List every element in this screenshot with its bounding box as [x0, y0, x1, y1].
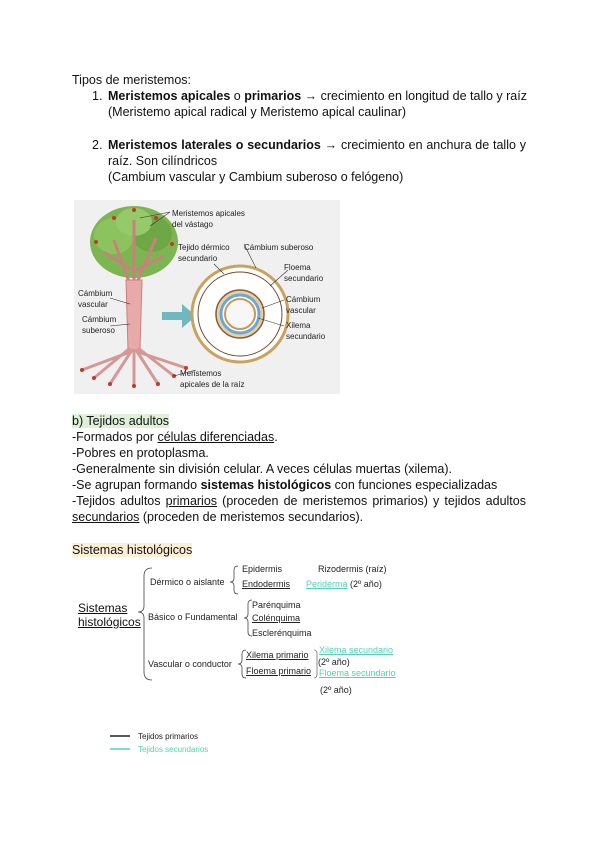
label-cambium-vascular: Cámbium vascular	[78, 289, 113, 309]
adultos-line-3: -Generalmente sin división celular. A veces células muertas (xilema).	[72, 462, 453, 476]
sistemas-root-2: histológicos	[78, 615, 141, 629]
branch-dermico: Dérmico o aislante	[150, 577, 225, 587]
label-floema-secundario: Floema secundario	[284, 263, 324, 283]
leaf-periderma: Periderma (2º año)	[306, 579, 382, 589]
leaf-esclerenquima: Esclerénquima	[252, 628, 312, 638]
note-xilema-year: (2º año)	[318, 657, 350, 667]
adultos-heading: b) Tejidos adultos	[72, 414, 170, 428]
list-item-1: Meristemos apicales o primarios → crecimiento en longitud de tallo y raíz	[108, 89, 527, 103]
legend-primary-label: Tejidos primarios	[138, 732, 199, 741]
adultos-line-5: -Tejidos adultos primarios (proceden de meristemos primarios) y tejidos adultos	[72, 494, 526, 508]
leaf-parenquima: Parénquima	[252, 600, 301, 610]
note-floema-year: (2º año)	[320, 685, 352, 695]
label-apicales-raiz: Meristemos apicales de la raíz	[180, 369, 245, 389]
leaf-epidermis: Epidermis	[242, 564, 283, 574]
meristem-figure	[74, 200, 340, 394]
leaf-floema-primario: Floema primario	[246, 666, 312, 676]
list-item-2: Meristemos laterales o secundarios → crecimiento en anchura de tallo y	[108, 138, 526, 152]
legend-secondary-label: Tejidos secundarios	[138, 745, 209, 754]
branch-vascular: Vascular o conductor	[148, 659, 232, 669]
label-cambium-vascular-right: Cámbium vascular	[286, 295, 321, 315]
list-number-2: 2.	[92, 138, 103, 152]
leaf-floema-secundario: Floema secundario	[319, 668, 396, 678]
adultos-line-2: -Pobres en protoplasma.	[72, 446, 209, 460]
meristemos-heading: Tipos de meristemos:	[72, 73, 192, 87]
list-item-2-line2: raíz. Son cilíndricos	[108, 154, 218, 168]
leaf-endodermis: Endodermis	[242, 579, 291, 589]
branch-basico: Básico o Fundamental	[148, 612, 238, 622]
adultos-line-1: -Formados por células diferenciadas.	[72, 430, 278, 444]
label-cambium-suberoso: Cámbium suberoso	[82, 315, 117, 335]
label-tejido-dermico: Tejido dérmico secundario	[178, 243, 230, 263]
leaf-xilema-primario: Xilema primario	[246, 650, 309, 660]
adultos-line-6: secundarios (proceden de meristemos secundarios).	[72, 510, 364, 524]
leaf-colenquima: Colénquima	[252, 613, 301, 623]
sistemas-heading: Sistemas histológicos	[72, 543, 193, 557]
leaf-rizodermis: Rizodermis (raíz)	[318, 564, 387, 574]
list-item-2-sub: (Cambium vascular y Cambium suberoso o felógeno)	[108, 170, 404, 184]
adultos-line-4: -Se agrupan formando sistemas histológicos con funciones especializadas	[72, 478, 498, 492]
label-cambium-suberoso-right: Cámbium suberoso	[244, 243, 314, 252]
trunk	[126, 280, 142, 350]
label-xilema-secundario: Xilema secundario	[286, 321, 326, 341]
leaf-xilema-secundario: Xilema secundario	[319, 645, 394, 655]
sistemas-root-1: Sistemas	[78, 601, 128, 615]
label-apicales-vastago: Meristemos apicales del vástago	[172, 209, 245, 229]
list-number-1: 1.	[92, 89, 103, 103]
list-item-1-sub: (Meristemo apical radical y Meristemo apical caulinar)	[108, 105, 407, 119]
